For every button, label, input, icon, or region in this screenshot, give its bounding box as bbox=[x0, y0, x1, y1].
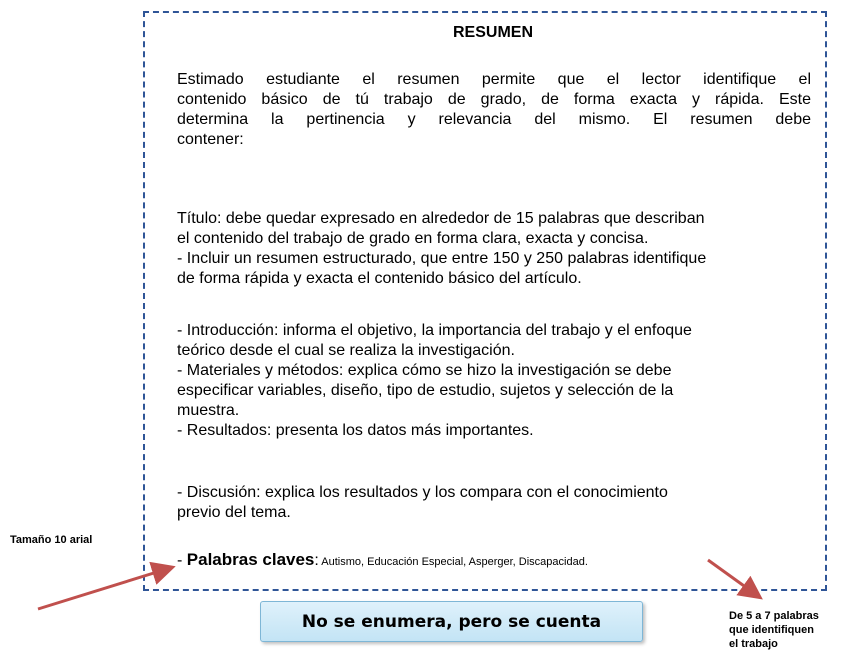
intro-line: contener: bbox=[177, 131, 244, 148]
titulo-line: el contenido del trabajo de grado en forma clara, exacta y concisa. bbox=[177, 230, 649, 247]
numbering-callout: No se enumera, pero se cuenta bbox=[260, 601, 643, 642]
materiales-line: muestra. bbox=[177, 402, 240, 419]
intro-line: determina la pertinencia y relevancia del mismo. El resumen debe bbox=[177, 111, 811, 128]
keywords-label: Palabras claves bbox=[186, 550, 315, 569]
keyword-count-line: De 5 a 7 palabras bbox=[729, 610, 819, 622]
discusion-line: previo del tema. bbox=[177, 504, 291, 521]
intro-line: contenido básico de tú trabajo de grado, de forma exacta y rápida. Este bbox=[177, 91, 811, 108]
page-title: RESUMEN bbox=[452, 24, 533, 41]
discusion-paragraph bbox=[177, 483, 811, 523]
keywords-dash: - bbox=[177, 552, 187, 569]
keyword-count-line: que identifiquen bbox=[729, 624, 814, 636]
materiales-line: especificar variables, diseño, tipo de estudio, sujetos y selección de la bbox=[177, 382, 674, 399]
titulo-line: Título: debe quedar expresado en alrededor de 15 palabras que describan bbox=[177, 210, 705, 227]
keyword-count-annotation bbox=[729, 609, 844, 651]
keywords-colon: : bbox=[314, 552, 319, 569]
resumen-line: - Incluir un resumen estructurado, que entre 150 y 250 palabras identifique bbox=[177, 250, 707, 267]
titulo-paragraph bbox=[177, 209, 811, 289]
keywords-line bbox=[177, 550, 588, 570]
font-size-annotation: Tamaño 10 arial bbox=[10, 534, 93, 546]
resultados-line: - Resultados: presenta los datos más importantes. bbox=[177, 422, 534, 439]
introduccion-paragraph bbox=[177, 321, 811, 441]
discusion-line: - Discusión: explica los resultados y los compara con el conocimiento bbox=[177, 484, 668, 501]
resumen-line: de forma rápida y exacta el contenido básico del artículo. bbox=[177, 270, 582, 287]
keyword-count-line: el trabajo bbox=[729, 638, 778, 650]
intro-paragraph bbox=[177, 70, 811, 150]
keywords-list: Autismo, Educación Especial, Asperger, Discapacidad. bbox=[318, 556, 588, 568]
materiales-line: - Materiales y métodos: explica cómo se hizo la investigación se debe bbox=[177, 362, 672, 379]
introduccion-line: - Introducción: informa el objetivo, la importancia del trabajo y el enfoque bbox=[177, 322, 692, 339]
intro-line: Estimado estudiante el resumen permite que el lector identifique el bbox=[177, 71, 811, 88]
introduccion-line: teórico desde el cual se realiza la investigación. bbox=[177, 342, 515, 359]
